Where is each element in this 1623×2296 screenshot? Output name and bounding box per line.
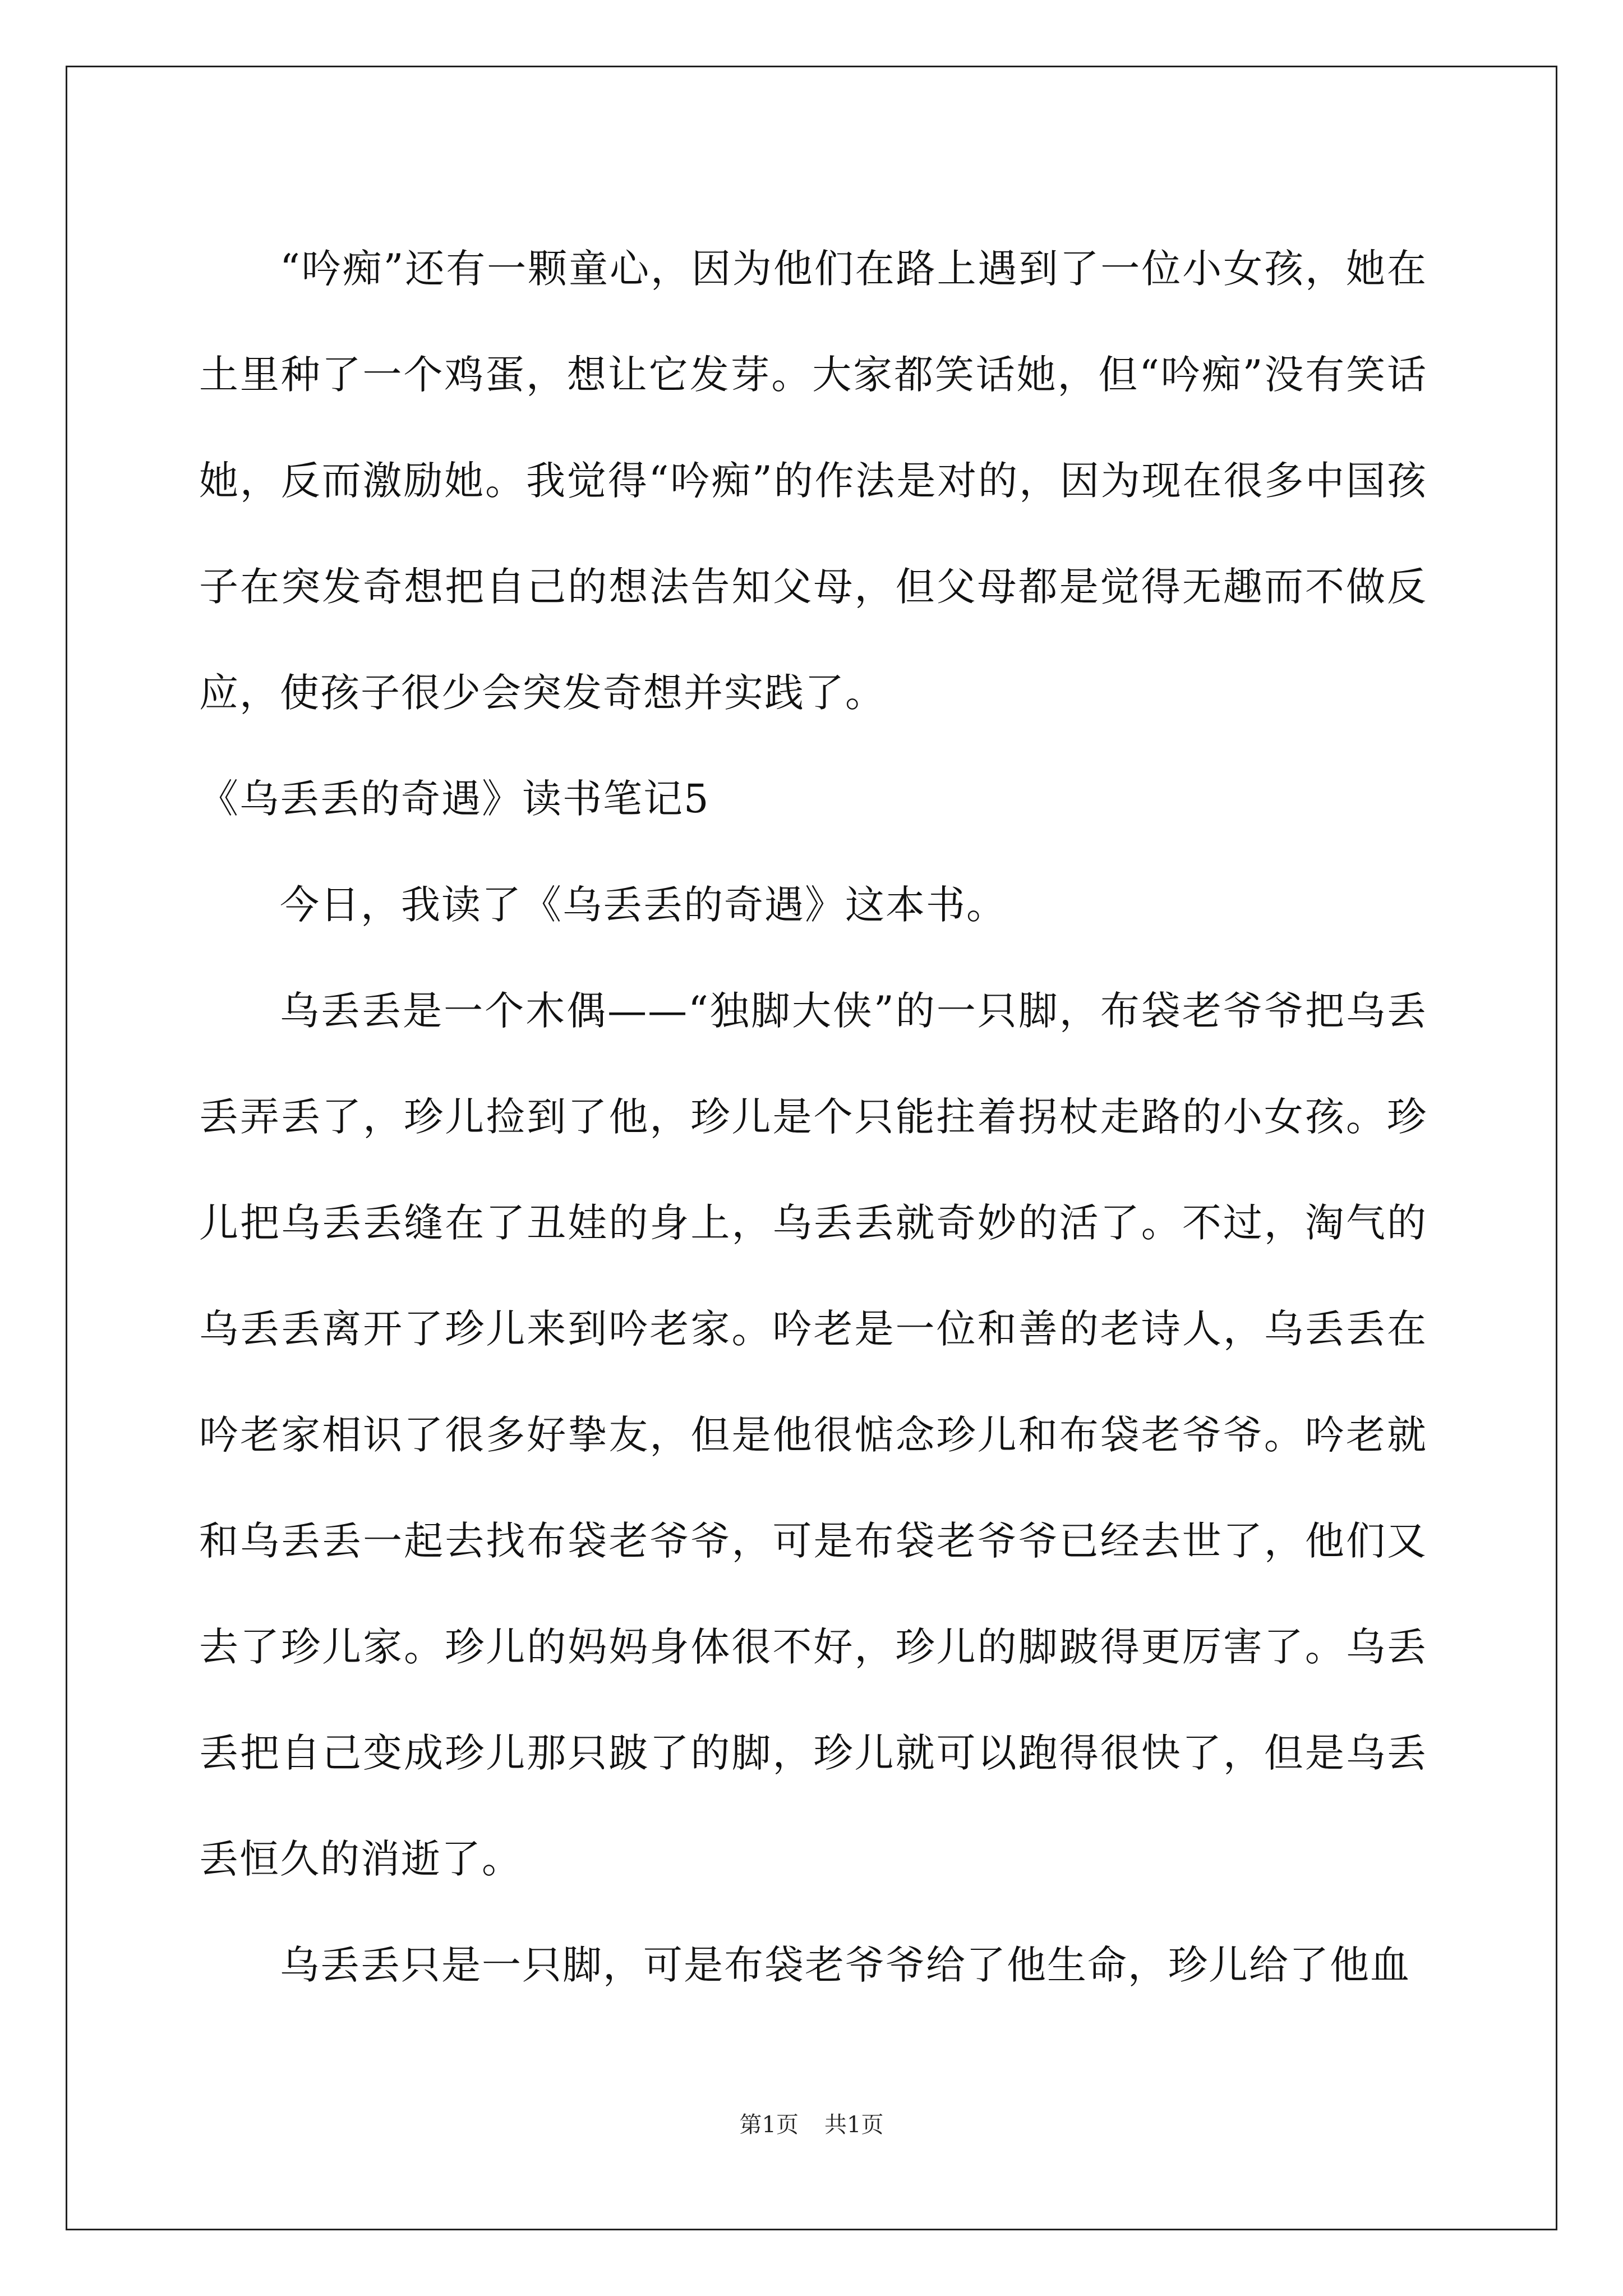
page-total: 共1页 bbox=[824, 2112, 884, 2138]
page-number: 第1页 bbox=[739, 2112, 799, 2138]
paragraph-4: 乌丢丢只是一只脚，可是布袋老爷爷给了他生命，珍儿给了他血 bbox=[280, 1942, 1410, 1988]
paragraph-3: 乌丢丢是一个木偶——“独脚大侠”的一只脚，布袋老爷爷把乌丢丢弄丢了，珍儿捡到了他，珍儿是个只能拄着拐杖走路的小女孩。珍儿把乌丢丢缝在了丑娃的身上，乌丢丢就奇妙的活了。不过，淘气的乌丢丢离开了珍儿来到吟老家。吟老是一位和善的老诗人，乌丢丢在吟老家相识了很多好挚友，但是他很惦念珍儿和布袋老爷爷。吟老就和乌丢丢一起去找布袋老爷爷，可是布袋老爷爷已经去世了，他们又去了珍儿家。珍儿的妈妈身体很不好，珍儿的脚跛得更厉害了。乌丢丢把自己变成珍儿那只跛了的脚，珍儿就可以跑得很快了，但是乌丢丢恒久的消逝了。 bbox=[199, 988, 1427, 1882]
paragraph-1: “吟痴”还有一颗童心，因为他们在路上遇到了一位小女孩，她在土里种了一个鸡蛋，想让它发芽。大家都笑话她，但“吟痴”没有笑话她，反而激励她。我觉得“吟痴”的作法是对的，因为现在很多中国孩子在突发奇想把自己的想法告知父母，但父母都是觉得无趣而不做反应，使孩子很少会突发奇想并实践了。 bbox=[199, 246, 1427, 716]
page-footer bbox=[0, 2108, 1623, 2142]
document-body bbox=[199, 216, 1427, 2018]
section-heading: 《乌丢丢的奇遇》读书笔记5 bbox=[199, 776, 710, 822]
paragraph-2: 今日，我读了《乌丢丢的奇遇》这本书。 bbox=[280, 882, 1007, 928]
